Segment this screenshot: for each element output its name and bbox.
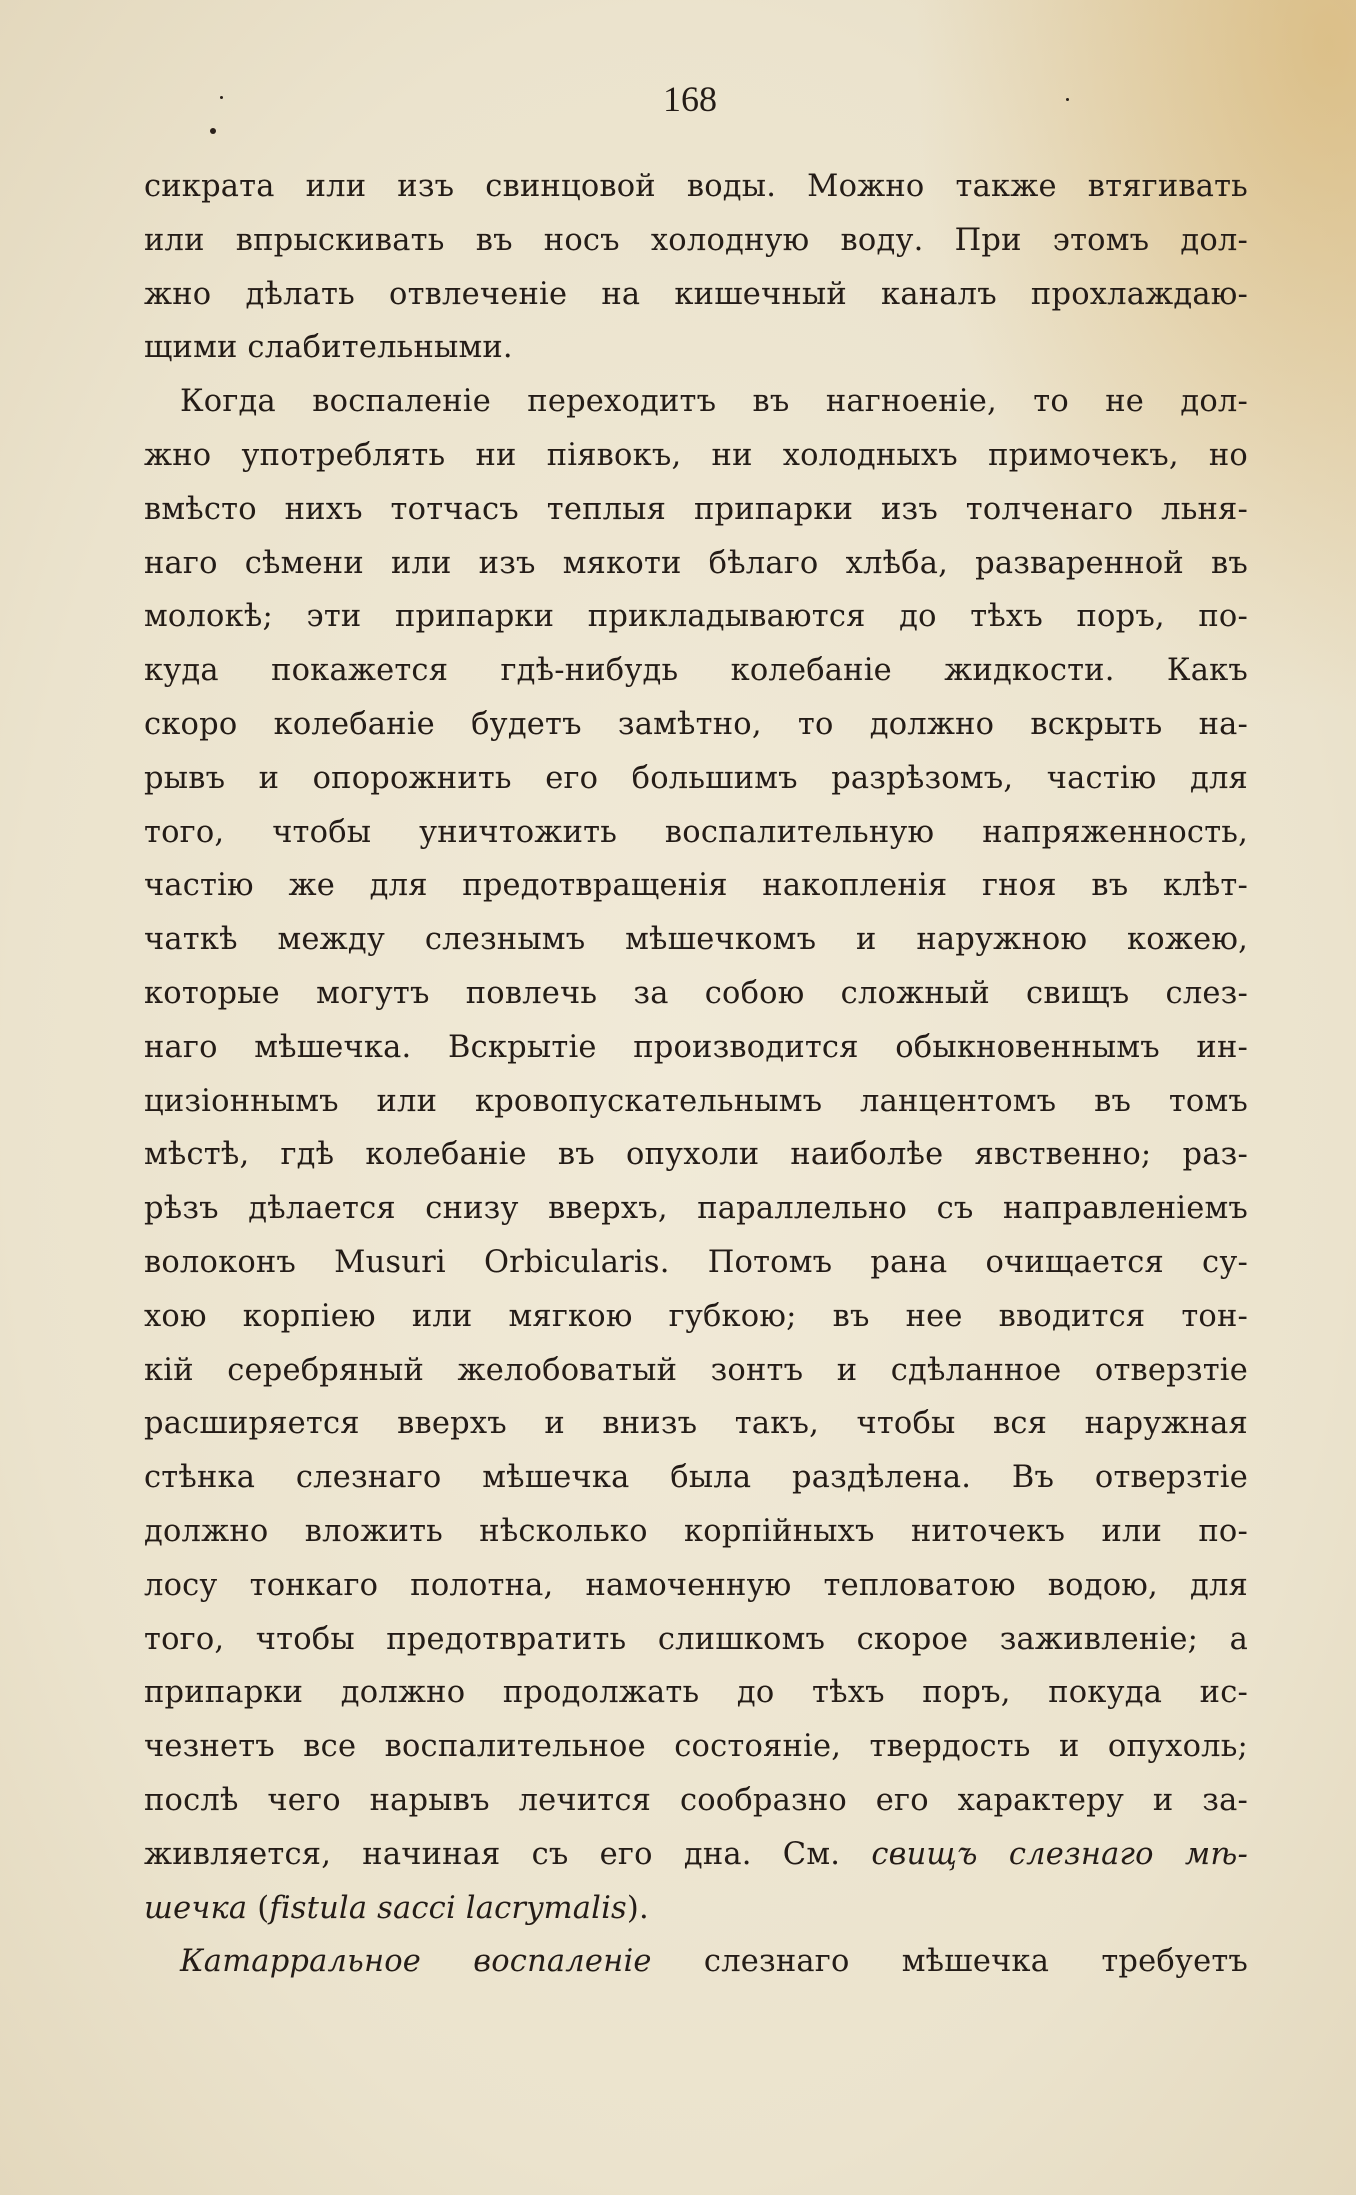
text-line: сикрата или изъ свинцовой воды. Можно также втягивать	[144, 169, 1248, 204]
text-line: мѣстѣ, гдѣ колебаніе въ опухоли наиболѣе явственно; раз-	[144, 1137, 1248, 1173]
text-line: чезнетъ все воспалительное состояніе, твердость и опухоль;	[144, 1729, 1248, 1765]
text-line: рывъ и опорожнить его большимъ разрѣзомъ, частію для	[144, 760, 1248, 796]
body-text	[144, 160, 1248, 1989]
text-line-latin-term	[144, 1882, 1248, 1936]
text-line: Когда воспаленіе переходитъ въ нагноеніе, то не дол-	[180, 384, 1248, 420]
text-line: послѣ чего нарывъ лечится сообразно его характеру и за-	[144, 1782, 1248, 1818]
paragraph-3	[144, 1935, 1248, 1989]
page-number: 168	[663, 79, 717, 119]
ink-speck	[220, 96, 223, 99]
text-line: лосу тонкаго полотна, намоченную тепловатою водою, для	[144, 1567, 1248, 1603]
text-run: слезнаго мѣшечка требуетъ	[703, 1944, 1248, 1980]
text-line	[144, 1935, 1248, 1989]
text-line: расширяется вверхъ и внизъ такъ, чтобы вся наружная	[144, 1406, 1248, 1442]
text-line: щими слабительными.	[144, 330, 513, 366]
text-run: живляется, начиная съ его дна. См.	[144, 1836, 841, 1872]
text-line: чаткѣ между слезнымъ мѣшечкомъ и наружною кожею,	[144, 922, 1248, 958]
text-line: стѣнка слезнаго мѣшечка была раздѣлена. Въ отверзтіе	[144, 1460, 1248, 1496]
text-line: жно употреблять ни піявокъ, ни холодныхъ примочекъ, но	[144, 437, 1248, 473]
text-line: хою корпіею или мягкою губкою; въ нее вводится тон-	[144, 1298, 1248, 1334]
text-line: или впрыскивать въ носъ холодную воду. При этомъ дол-	[144, 222, 1248, 258]
paren-open: (	[257, 1890, 270, 1926]
text-line: того, чтобы уничтожить воспалительную напряженность,	[144, 814, 1248, 850]
section-term: Катарральное воспаленіе	[180, 1944, 652, 1980]
ink-speck	[210, 128, 216, 134]
text-line: кій серебряный желобоватый зонтъ и сдѣланное отверзтіе	[144, 1352, 1248, 1388]
text-line: жно дѣлать отвлеченіе на кишечный каналъ прохлаждаю-	[144, 276, 1248, 312]
text-line: должно вложить нѣсколько корпійныхъ ниточекъ или по-	[144, 1513, 1248, 1549]
text-line: скоро колебаніе будетъ замѣтно, то должно вскрыть на-	[144, 706, 1248, 742]
text-line: того, чтобы предотвратить слишкомъ скорое заживленіе; а	[144, 1621, 1248, 1657]
text-line-with-reference	[144, 1828, 1248, 1882]
text-line: наго мѣшечка. Вскрытіе производится обыкновеннымъ ин-	[144, 1029, 1248, 1065]
paragraph-1	[144, 160, 1248, 375]
cross-reference: свищъ слезнаго мѣ-	[871, 1836, 1248, 1872]
text-line: частію же для предотвращенія накопленія гноя въ клѣт-	[144, 868, 1248, 904]
paren-close: ).	[626, 1890, 649, 1926]
cross-reference-end: шечка	[144, 1890, 248, 1926]
text-line: рѣзъ дѣлается снизу вверхъ, параллельно съ направленіемъ	[144, 1191, 1248, 1227]
text-line: цизіоннымъ или кровопускательнымъ ланцентомъ въ томъ	[144, 1083, 1248, 1119]
text-line: которые могутъ повлечь за собою сложный свищъ слез-	[144, 975, 1248, 1011]
text-line: вмѣсто нихъ тотчасъ теплыя припарки изъ толченаго льня-	[144, 491, 1248, 527]
ink-speck	[1066, 98, 1069, 101]
text-line: молокѣ; эти припарки прикладываются до тѣхъ поръ, по-	[144, 599, 1248, 635]
latin-term: fistula sacci lacrymalis	[269, 1890, 627, 1926]
text-line: куда покажется гдѣ-нибудь колебаніе жидкости. Какъ	[144, 653, 1248, 689]
text-line: наго сѣмени или изъ мякоти бѣлаго хлѣба, разваренной въ	[144, 545, 1248, 581]
text-line: припарки должно продолжать до тѣхъ поръ, покуда ис-	[144, 1675, 1248, 1711]
text-line: волоконъ Musuri Orbicularis. Потомъ рана очищается су-	[144, 1244, 1248, 1280]
paragraph-2	[144, 375, 1248, 1935]
